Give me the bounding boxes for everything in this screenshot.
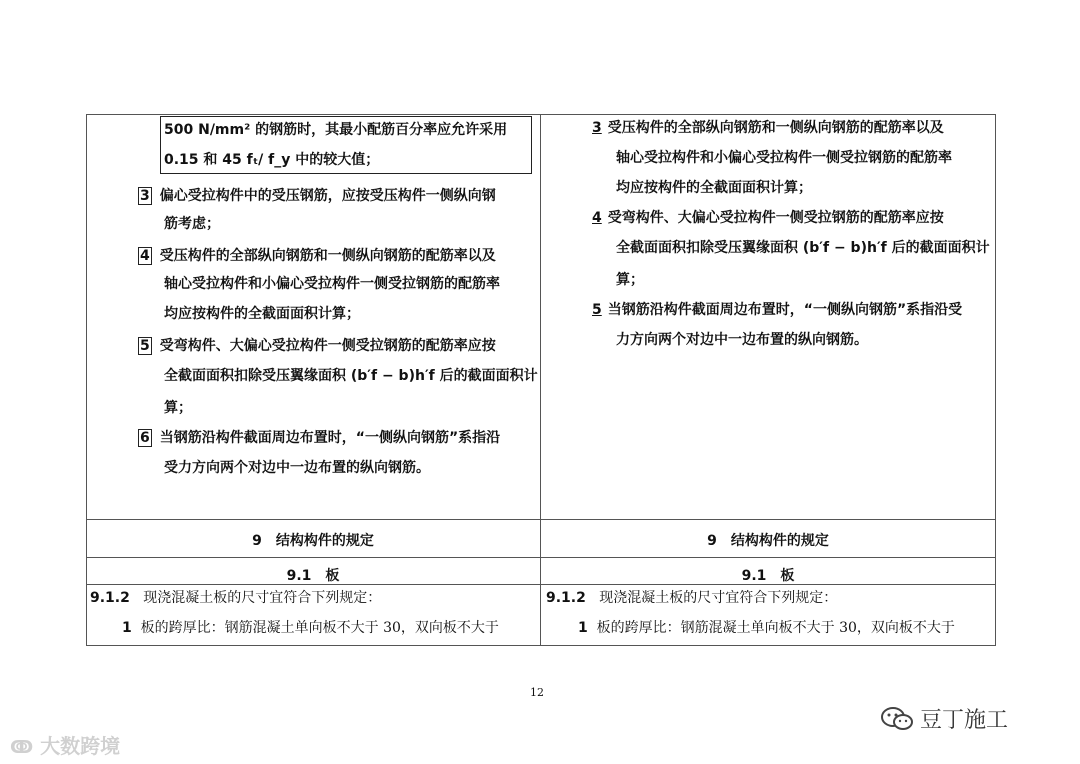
row-divider — [86, 519, 996, 520]
item-number: 4 — [140, 248, 150, 264]
item-number: 6 — [140, 430, 150, 446]
clause-number: 9.1.2 — [546, 590, 586, 606]
item-number: 4 — [592, 210, 602, 226]
clause-left — [90, 588, 381, 608]
subsection-title-left: 9.1 板 — [286, 568, 340, 584]
left-box-line-2: 0.15 和 45 fₜ/ f_y 中的较大值； — [164, 152, 380, 168]
item-text: 轴心受拉构件和小偏心受拉构件一侧受拉钢筋的配筋率 — [164, 276, 500, 292]
clause-item-number: 1 — [122, 620, 132, 636]
chapter-title-left: 9 结构构件的规定 — [252, 533, 374, 549]
item-number: 5 — [140, 338, 150, 354]
clause-text: 现浇混凝土板的尺寸宜符合下列规定： — [143, 590, 382, 606]
clause-number: 9.1.2 — [90, 590, 130, 606]
watermark-left — [10, 730, 120, 759]
item-text: 力方向两个对边中一边布置的纵向钢筋。 — [616, 332, 868, 348]
item-text: 轴心受拉构件和小偏心受拉构件一侧受拉钢筋的配筋率 — [616, 150, 952, 166]
watermark-logo-icon: ↂ — [10, 737, 34, 758]
item-text: 受压构件的全部纵向钢筋和一侧纵向钢筋的配筋率以及 — [607, 120, 944, 136]
item-text: 均应按构件的全截面面积计算； — [164, 306, 360, 322]
item-number: 3 — [592, 120, 602, 136]
item-text: 筋考虑； — [164, 216, 220, 232]
item-text: 全截面面积扣除受压翼缘面积 (b′f − b)h′f 后的截面面积计 — [164, 368, 538, 384]
item-number: 3 — [140, 188, 150, 204]
clause-item-text: 板的跨厚比：钢筋混凝土单向板不大于 30，双向板不大于 — [596, 620, 955, 636]
subsection-title-right: 9.1 板 — [741, 568, 795, 584]
item-text: 当钢筋沿构件截面周边布置时，“一侧纵向钢筋”系指沿受 — [607, 302, 963, 318]
left-box-line-1: 500 N/mm² 的钢筋时，其最小配筋百分率应允许采用 — [164, 122, 508, 138]
chapter-title-right: 9 结构构件的规定 — [707, 533, 829, 549]
item-text: 算； — [164, 400, 192, 416]
watermark-text: 豆丁施工 — [920, 708, 1009, 733]
clause-text: 现浇混凝土板的尺寸宜符合下列规定： — [599, 590, 838, 606]
watermark-right — [880, 703, 1008, 734]
watermark-text: 大数跨境 — [40, 734, 121, 758]
item-text: 算； — [616, 272, 644, 288]
clause-right — [546, 588, 837, 608]
clause-item-right — [578, 618, 955, 638]
item-text: 偏心受拉构件中的受压钢筋，应按受压构件一侧纵向钢 — [159, 188, 496, 204]
item-text: 受压构件的全部纵向钢筋和一侧纵向钢筋的配筋率以及 — [159, 248, 496, 264]
page-number: 12 — [530, 686, 544, 699]
item-number: 5 — [592, 302, 602, 318]
row-divider — [86, 557, 996, 558]
item-text: 均应按构件的全截面面积计算； — [616, 180, 812, 196]
item-text: 受弯构件、大偏心受拉构件一侧受拉钢筋的配筋率应按 — [159, 338, 496, 354]
item-text: 当钢筋沿构件截面周边布置时，“一侧纵向钢筋”系指沿 — [159, 430, 501, 446]
clause-item-number: 1 — [578, 620, 588, 636]
item-text: 全截面面积扣除受压翼缘面积 (b′f − b)h′f 后的截面面积计 — [616, 240, 990, 256]
clause-item-text: 板的跨厚比：钢筋混凝土单向板不大于 30，双向板不大于 — [140, 620, 499, 636]
item-text: 受弯构件、大偏心受拉构件一侧受拉钢筋的配筋率应按 — [607, 210, 944, 226]
wechat-icon — [880, 706, 914, 732]
item-text: 受力方向两个对边中一边布置的纵向钢筋。 — [164, 460, 430, 476]
clause-item-left — [122, 618, 499, 638]
